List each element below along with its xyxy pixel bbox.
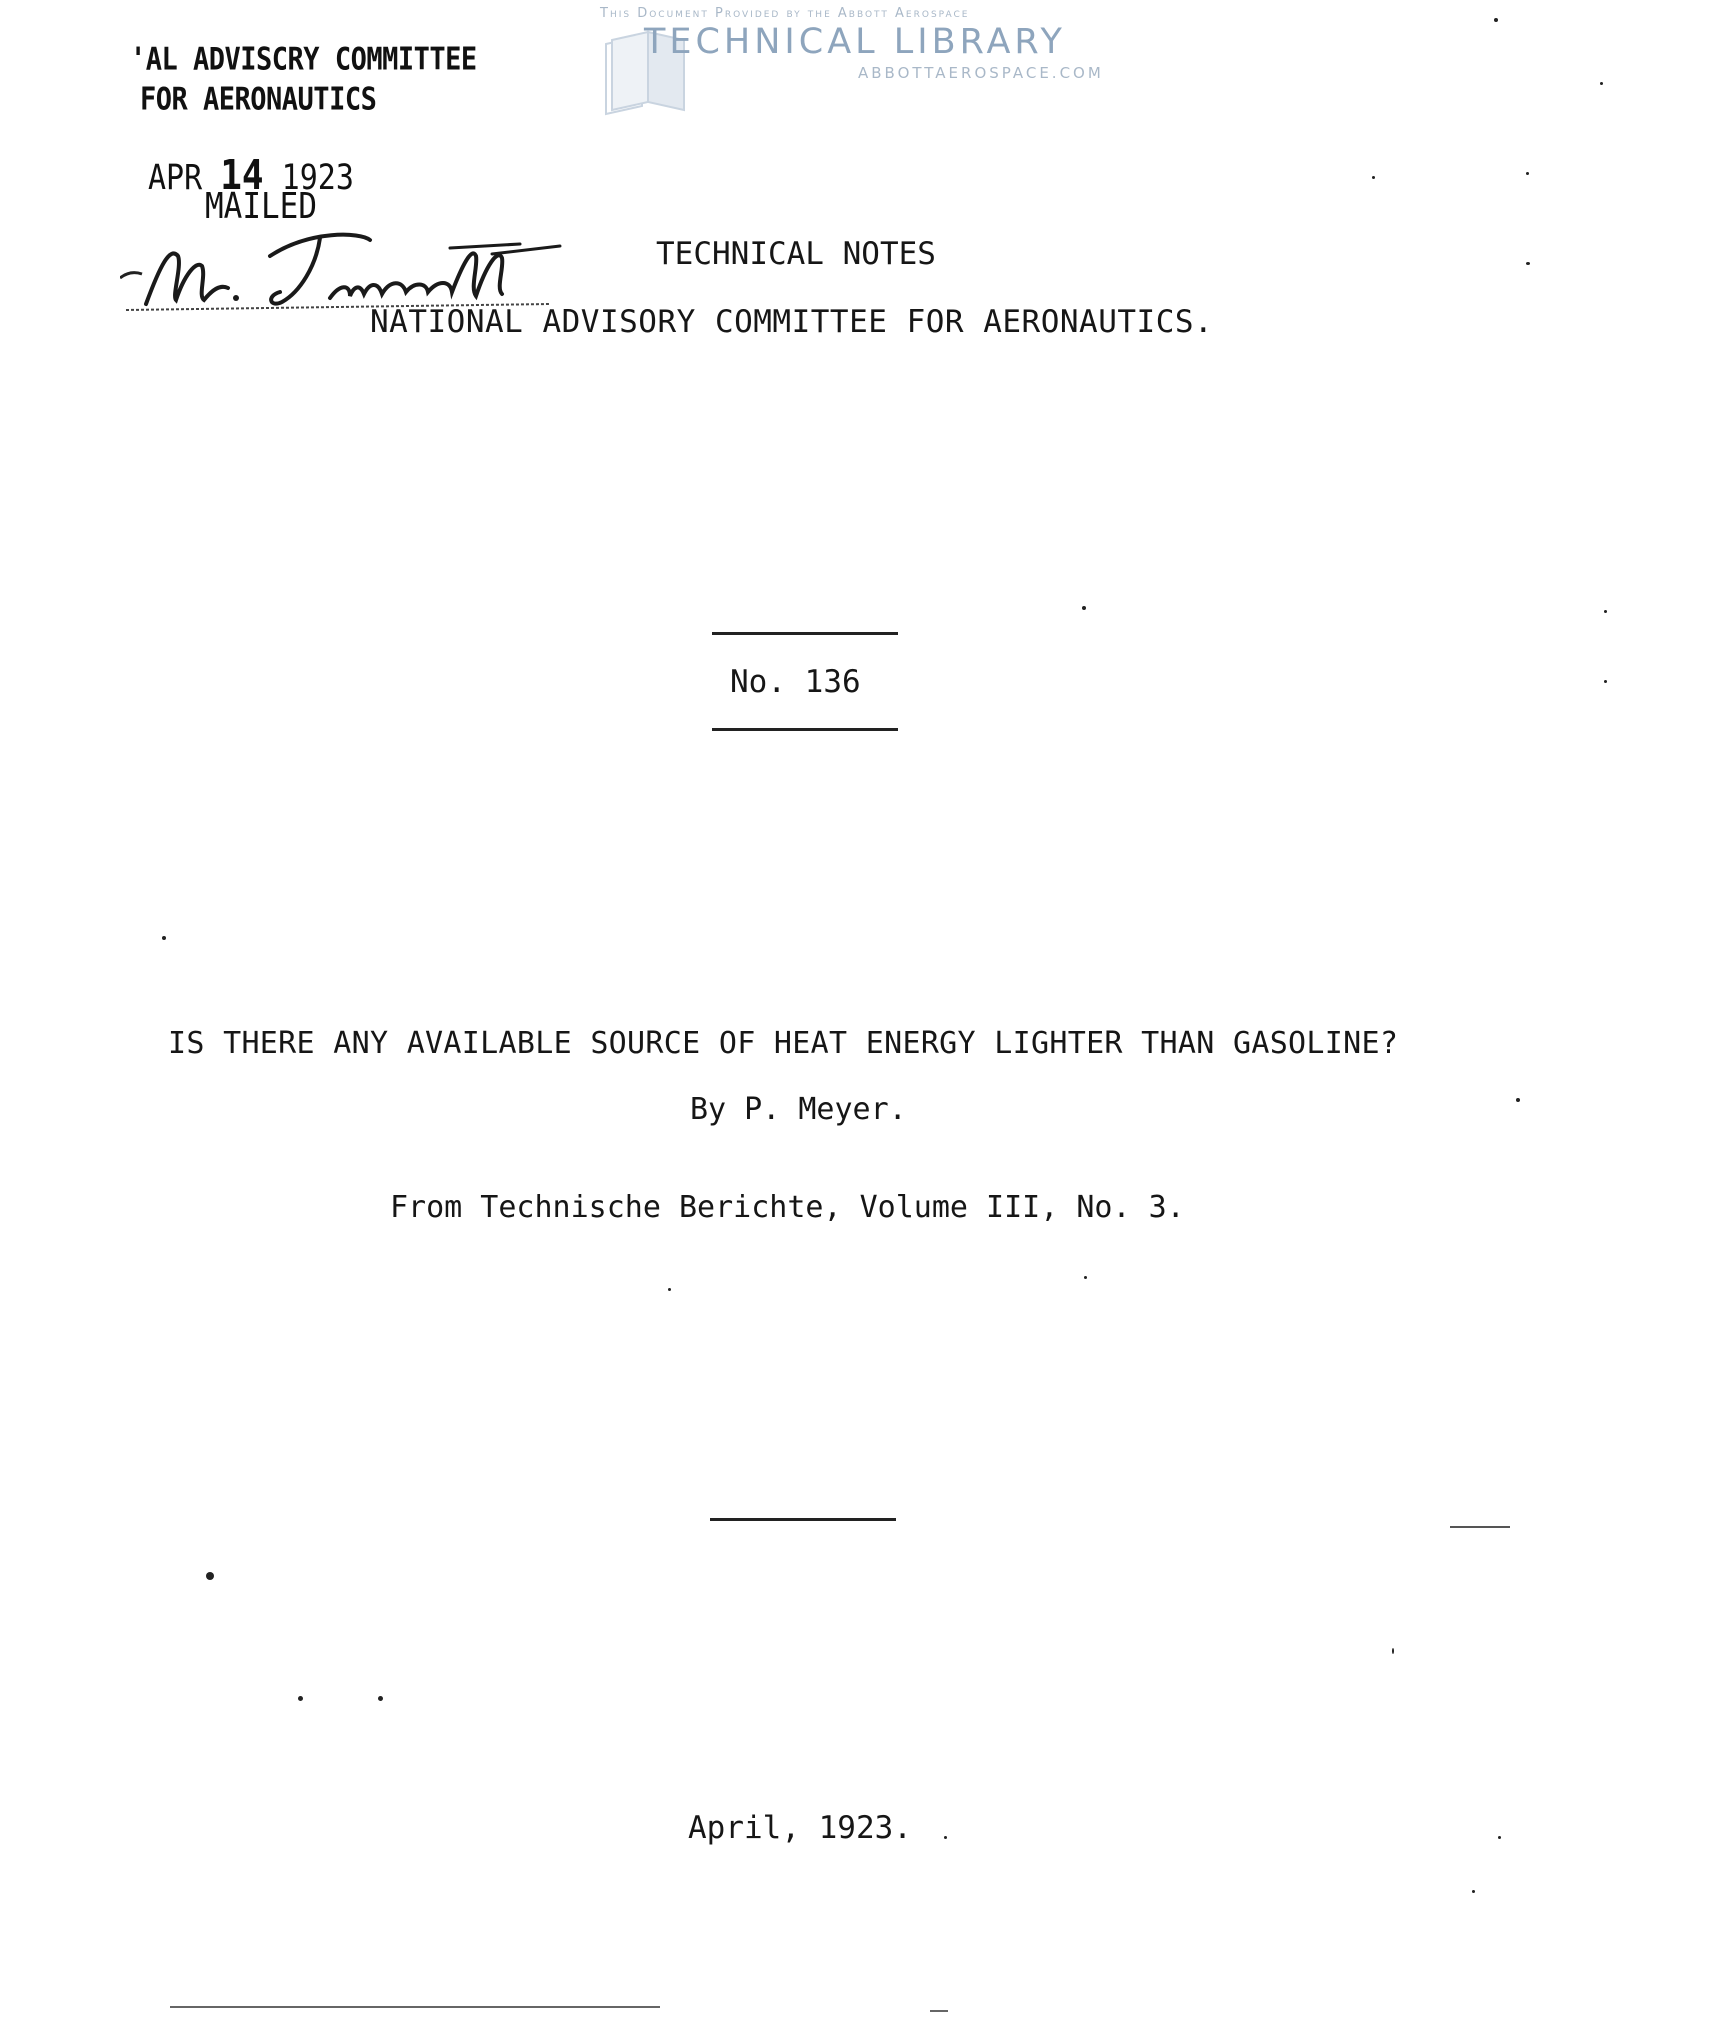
series-title: TECHNICAL NOTES <box>656 236 936 272</box>
scan-speck <box>1392 1648 1394 1654</box>
document-date: April, 1923. <box>688 1810 912 1846</box>
watermark-library-title: TECHNICAL LIBRARY <box>644 22 1066 62</box>
scan-speck <box>162 936 166 940</box>
rule-above-number <box>712 632 898 635</box>
scan-speck <box>930 2010 948 2012</box>
watermark-url: ABBOTTAEROSPACE.COM <box>858 64 1104 82</box>
handwritten-signature <box>120 226 600 316</box>
watermark-provider-line: This Document Provided by the Abbott Aerospace <box>600 6 970 21</box>
scan-speck <box>1082 606 1086 610</box>
stamp-aeronautics-line: FOR AERONAUTICS <box>140 82 377 118</box>
scan-speck <box>1372 176 1375 179</box>
scan-speck <box>1526 172 1529 175</box>
document-author: By P. Meyer. <box>690 1092 907 1127</box>
scan-speck <box>378 1696 383 1701</box>
organization-name: NATIONAL ADVISORY COMMITTEE FOR AERONAUTICS. <box>370 304 1214 340</box>
scan-speck <box>1604 680 1607 683</box>
scan-speck <box>298 1696 303 1701</box>
scan-speck <box>668 1288 671 1291</box>
scan-speck <box>1494 18 1498 22</box>
stamp-year: 1923 <box>281 157 354 198</box>
scan-speck <box>944 1836 947 1839</box>
scan-speck <box>1526 262 1530 265</box>
scan-speck <box>1516 1098 1520 1102</box>
scan-speck <box>1498 1836 1501 1839</box>
stamp-day: 14 <box>220 152 264 200</box>
stamp-mailed: MAILED <box>205 186 317 228</box>
document-title: IS THERE ANY AVAILABLE SOURCE OF HEAT ENERGY LIGHTER THAN GASOLINE? <box>168 1026 1399 1061</box>
stamp-committee-line: 'AL ADVISCRY COMMITTEE <box>130 42 477 78</box>
note-number: No. 136 <box>730 664 861 700</box>
scan-speck <box>1084 1276 1087 1279</box>
scan-speck <box>1600 82 1603 85</box>
scan-speck <box>170 2006 660 2008</box>
rule-below-number <box>712 728 898 731</box>
stamp-month: APR <box>148 157 203 198</box>
scan-speck <box>1472 1890 1475 1893</box>
scan-speck <box>1604 610 1607 613</box>
scan-speck <box>206 1572 214 1580</box>
document-source: From Technische Berichte, Volume III, No. 3. <box>390 1190 1185 1225</box>
scan-speck <box>1450 1526 1510 1528</box>
rule-divider <box>710 1518 896 1521</box>
